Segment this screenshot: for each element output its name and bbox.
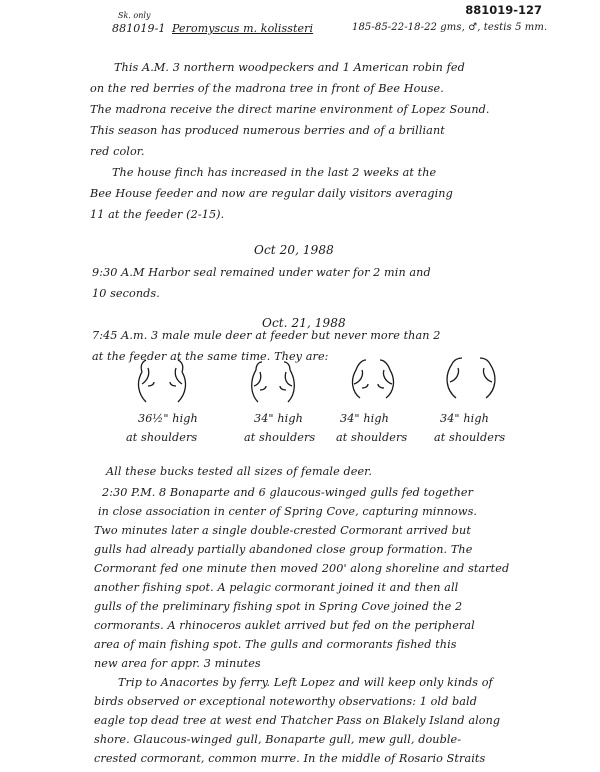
body-line: The madrona receive the direct marine environment of Lopez Sound. [90, 103, 490, 116]
entry-line: gulls of the preliminary fishing spot in Spring Cove joined the 2 [94, 600, 463, 613]
deer-label: at shoulders [434, 431, 506, 444]
entry-line: eagle top dead tree at west end Thatcher Pass on Blakely Island along [94, 714, 501, 727]
deer-label: at shoulders [126, 431, 198, 444]
body-line: The house finch has increased in the last 2 weeks at the [112, 166, 437, 179]
species-name: Peromyscus m. kolissteri [172, 22, 314, 35]
entry-line: new area for appr. 3 minutes [94, 657, 261, 670]
entry-line: 2:30 P.M. 8 Bonaparte and 6 glaucous-winged gulls fed together [102, 486, 474, 499]
entry-line: in close association in center of Spring Cove, capturing minnows. [98, 505, 478, 518]
deer-height: 34" high [440, 412, 489, 425]
entry-line: 9:30 A.M Harbor seal remained under water for 2 min and [92, 266, 431, 279]
catalog-stamp: 881019-127 [465, 3, 542, 17]
entry-line: at the feeder at the same time. They are: [92, 350, 329, 363]
body-line: 11 at the feeder (2-15). [90, 208, 225, 221]
entry-line: 7:45 A.m. 3 male mule deer at feeder but never more than 2 [92, 329, 441, 342]
body-line: This season has produced numerous berries and of a brilliant [90, 124, 445, 137]
antler-sketch [338, 352, 408, 402]
entry-line: All these bucks tested all sizes of female deer. [106, 465, 373, 478]
antler-sketch [238, 356, 308, 406]
entry-line: cormorants. A rhinoceros auklet arrived but fed on the peripheral [94, 619, 475, 632]
entry-line: shore. Glaucous-winged gull, Bonaparte gull, mew gull, double- [94, 733, 462, 746]
entry-line: Trip to Anacortes by ferry. Left Lopez and will keep only kinds of [118, 676, 493, 689]
entry-line: 10 seconds. [92, 287, 160, 300]
entry-line: another fishing spot. A pelagic cormorant joined it and then all [94, 581, 459, 594]
entry-line: Two minutes later a single double-crested Cormorant arrived but [94, 524, 471, 537]
date-heading: Oct 20, 1988 [254, 243, 334, 257]
antler-sketch [128, 356, 198, 406]
deer-label: at shoulders [336, 431, 408, 444]
antler-sketch [436, 352, 506, 402]
entry-line: crested cormorant, common murre. In the middle of Rosario Straits [94, 752, 486, 765]
entry-line: birds observed or exceptional noteworthy observations: 1 old bald [94, 695, 477, 708]
specimen-note: Sk. only [118, 11, 151, 20]
catalog-number: 881019-1 [112, 22, 166, 35]
body-line: Bee House feeder and now are regular daily visitors averaging [90, 187, 453, 200]
body-line: red color. [90, 145, 145, 158]
entry-line: Cormorant fed one minute then moved 200' along shoreline and started [94, 562, 510, 575]
body-line: on the red berries of the madrona tree in front of Bee House. [90, 82, 444, 95]
deer-label: at shoulders [244, 431, 316, 444]
entry-line: area of main fishing spot. The gulls and cormorants fished this [94, 638, 457, 651]
specimen-measurements: 185-85-22-18-22 gms, ♂, testis 5 mm. [352, 22, 548, 33]
body-line: This A.M. 3 northern woodpeckers and 1 American robin fed [114, 61, 465, 74]
date-heading: Oct. 21, 1988 [262, 316, 346, 330]
deer-height: 36½" high [138, 412, 198, 425]
entry-line: gulls had already partially abandoned close group formation. The [94, 543, 473, 556]
deer-height: 34" high [254, 412, 303, 425]
deer-height: 34" high [340, 412, 389, 425]
